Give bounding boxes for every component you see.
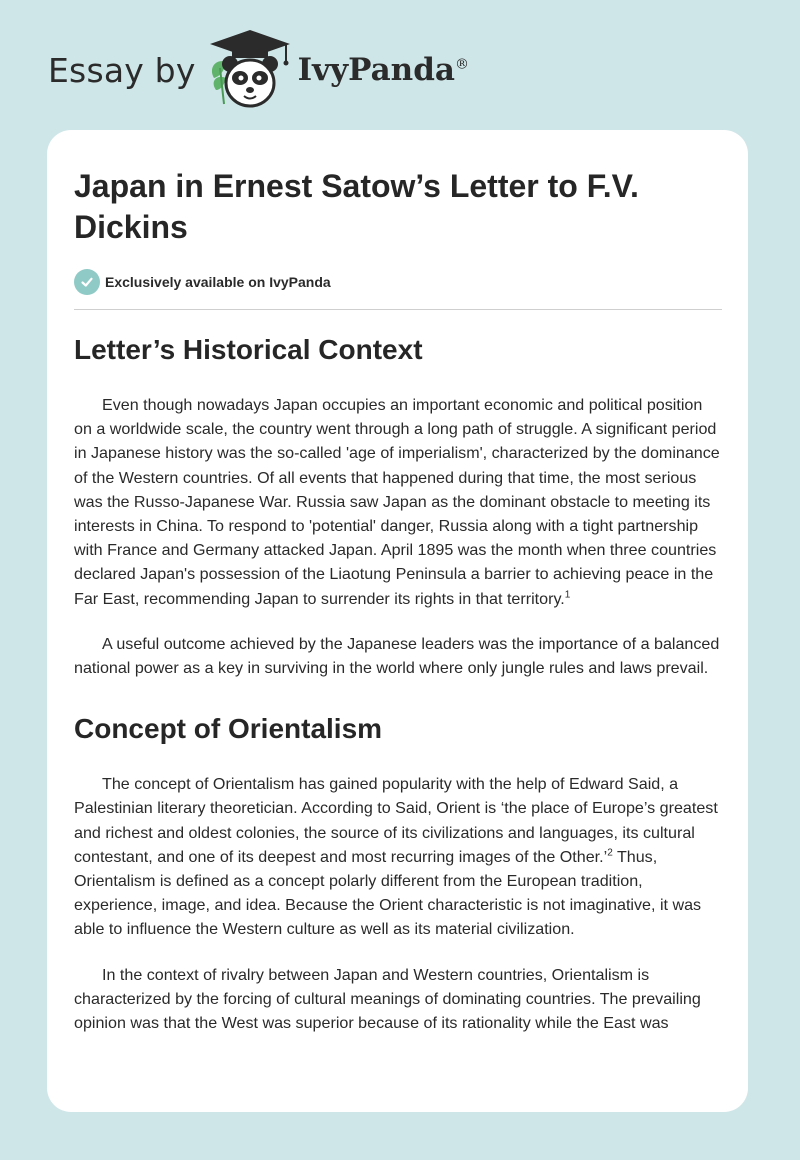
section-heading-historical-context: Letter’s Historical Context [74,334,423,365]
section-heading-orientalism: Concept of Orientalism [74,713,383,745]
brand-name: IvyPanda® [297,52,469,88]
paragraph: Even though nowadays Japan occupies an important economic and political position on a worldwide scale, the country went through a long path of struggle. A significant period in Japanese history was the so-called 'age of imperialism', characterized by the dominance of the Western countries. Of all events that happened during that time, the most serious was the Russo-Japanese War. Russia saw Japan as the dominant obstacle to meeting its interests in China. To respond to 'potential' danger, Russia along with a tight partnership with France and Germany attacked Japan. April 1895 was the month when three countries declared Japan's possession of the Liaotung Peninsula a barrier to achieving peace in the Far East, recommending Japan to surrender its rights in that territory.$^1$ [74,396,720,608]
site-header-brand[interactable] [48,28,469,112]
article-title: Japan in Ernest Satow’s Letter to F.V. Dickins [74,168,639,245]
exclusive-text: Exclusively available on IvyPanda [105,274,331,290]
paragraph: The concept of Orientalism has gained popularity with the help of Edward Said, a Palestinian literary theoretician. According to Said, Orient is ‘the place of Europe’s greatest and richest and oldest colonies, the source of its civilizations and languages, its cultural contestant, and one of its deepest and most recurring images of the Other.’$^2$ Thus, Orientalism is defined as a concept polarly different from the European tradition, experience, image, and idea. Because the Orient characteristic is not imaginative, it was able to influence the Western culture as well as its material civilization. [74,775,718,939]
check-icon [74,269,100,295]
paragraph: A useful outcome achieved by the Japanese leaders was the importance of a balanced national power as a key in surviving in the world where only jungle rules and laws prevail. [74,634,720,678]
panda-graduate-icon [206,28,294,112]
article-card [47,130,748,1112]
brand-prefix: Essay by [48,50,196,90]
title-divider [74,309,722,310]
footnote-ref[interactable]: 2 [607,847,613,859]
paragraph: In the context of rivalry between Japan and Western countries, Orientalism is characterized by the forcing of cultural meanings of dominating countries. The prevailing opinion was that the West was superior because of its rationality while the East was [74,965,701,1033]
footnote-ref[interactable]: 1 [564,589,571,601]
exclusive-badge [74,269,722,295]
